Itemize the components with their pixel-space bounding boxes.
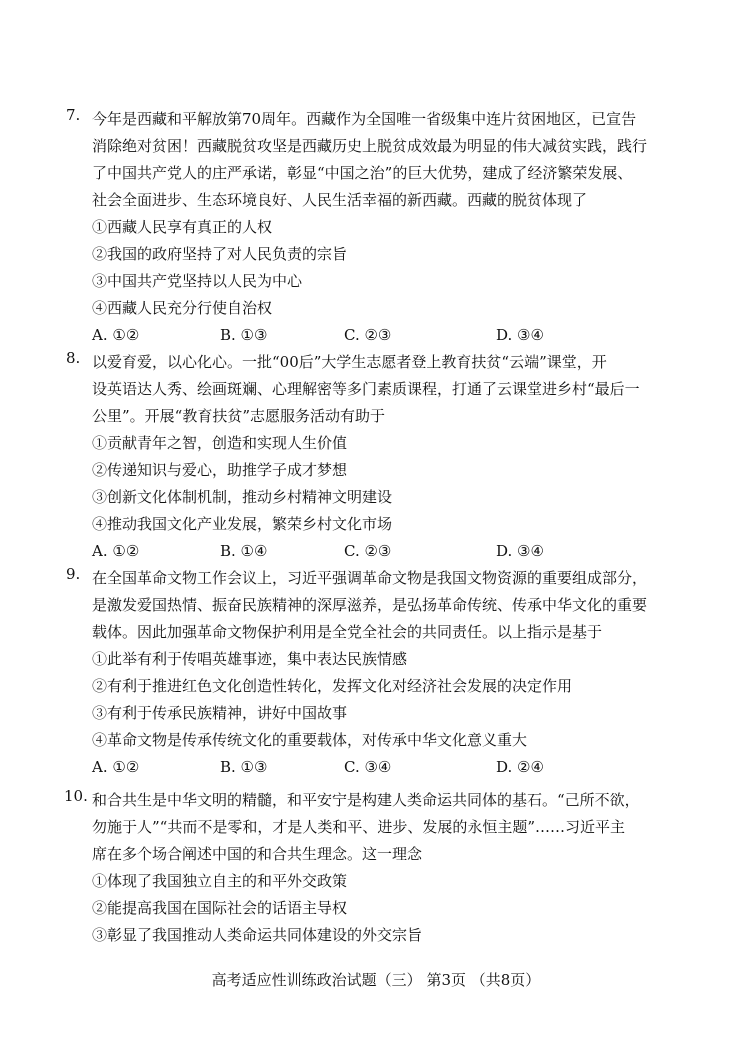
option-line: ②我国的政府坚持了对人民负责的宗旨 — [92, 245, 348, 263]
stem-line: 社会全面进步、生态环境良好、人民生活幸福的新西藏。西藏的脱贫体现了 — [92, 191, 588, 209]
stem-line: 载体。因此加强革命文物保护利用是全党全社会的共同责任。以上指示是基于 — [92, 623, 603, 641]
stem-line: 和合共生是中华文明的精髓，和平安宁是构建人类命运共同体的基石。“己所不欲， — [92, 791, 640, 809]
choice-a: A. ①② — [92, 542, 140, 560]
option-line: ①此举有利于传唱英雄事迹，集中表达民族情感 — [92, 650, 408, 668]
question-stem — [64, 787, 672, 868]
stem-line: 勿施于人”“共而不是零和，才是人类和平、进步、发展的永恒主题”……习近平主 — [92, 818, 626, 836]
question-7 — [66, 106, 672, 349]
option-line: ②有利于推进红色文化创造性转化，发挥文化对经济社会发展的决定作用 — [92, 677, 573, 695]
choice-c: C. ②③ — [344, 542, 392, 560]
stem-line: 席在多个场合阐述中国的和合共生理念。这一理念 — [92, 845, 423, 863]
option-line: ③有利于传承民族精神，讲好中国故事 — [92, 704, 348, 722]
stem-line: 公里”。开展“教育扶贫”志愿服务活动有助于 — [92, 407, 386, 425]
question-number: 9. — [66, 565, 81, 583]
answer-choices — [92, 538, 672, 565]
option-line: ①贡献青年之智，创造和实现人生价值 — [92, 434, 348, 452]
option-line: ③彰显了我国推动人类命运共同体建设的外交宗旨 — [92, 926, 423, 944]
choice-a: A. ①② — [92, 326, 140, 344]
stem-line: 以爱育爱，以心化心。一批“00后”大学生志愿者登上教育扶贫“云端”课堂，开 — [92, 353, 607, 371]
option-line: ④推动我国文化产业发展，繁荣乡村文化市场 — [92, 515, 393, 533]
question-10 — [64, 787, 672, 949]
answer-choices — [92, 322, 672, 349]
question-number: 8. — [66, 349, 81, 367]
page-footer: 高考适应性训练政治试题（三） 第3页 （共8页） — [211, 971, 541, 989]
question-stem — [66, 565, 672, 646]
stem-line: 了中国共产党人的庄严承诺，彰显“中国之治”的巨大优势，建成了经济繁荣发展、 — [92, 164, 633, 182]
stem-line: 是激发爱国热情、振奋民族精神的深厚滋养，是弘扬革命传统、传承中华文化的重要 — [92, 596, 648, 614]
choice-c: C. ③④ — [344, 758, 392, 776]
option-line: ②能提高我国在国际社会的话语主导权 — [92, 899, 348, 917]
choice-d: D. ②④ — [496, 758, 544, 776]
choice-b: B. ①③ — [220, 758, 268, 776]
question-stem — [66, 106, 672, 214]
choice-b: B. ①④ — [220, 542, 268, 560]
question-stem — [66, 349, 672, 430]
question-number: 10. — [64, 787, 88, 805]
answer-choices — [92, 754, 672, 781]
choice-b: B. ①③ — [220, 326, 268, 344]
stem-line: 设英语达人秀、绘画斑斓、心理解密等多门素质课程，打通了云课堂进乡村“最后一 — [92, 380, 640, 398]
option-line: ②传递知识与爱心，助推学子成才梦想 — [92, 461, 348, 479]
question-number: 7. — [66, 106, 81, 124]
option-line: ①西藏人民享有真正的人权 — [92, 218, 273, 236]
choice-d: D. ③④ — [496, 326, 544, 344]
option-line: ④西藏人民充分行使自治权 — [92, 299, 273, 317]
option-line: ①体现了我国独立自主的和平外交政策 — [92, 872, 348, 890]
option-line: ③中国共产党坚持以人民为中心 — [92, 272, 303, 290]
question-9 — [66, 565, 672, 781]
option-line: ④革命文物是传承传统文化的重要载体，对传承中华文化意义重大 — [92, 731, 528, 749]
stem-line: 在全国革命文物工作会议上，习近平强调革命文物是我国文物资源的重要组成部分， — [92, 569, 648, 587]
option-line: ③创新文化体制机制，推动乡村精神文明建设 — [92, 488, 393, 506]
stem-line: 消除绝对贫困！西藏脱贫攻坚是西藏历史上脱贫成效最为明显的伟大减贫实践，践行 — [92, 137, 648, 155]
choice-c: C. ②③ — [344, 326, 392, 344]
question-8 — [66, 349, 672, 565]
choice-d: D. ③④ — [496, 542, 544, 560]
choice-a: A. ①② — [92, 758, 140, 776]
stem-line: 今年是西藏和平解放第70周年。西藏作为全国唯一省级集中连片贫困地区，已宣告 — [92, 110, 637, 128]
